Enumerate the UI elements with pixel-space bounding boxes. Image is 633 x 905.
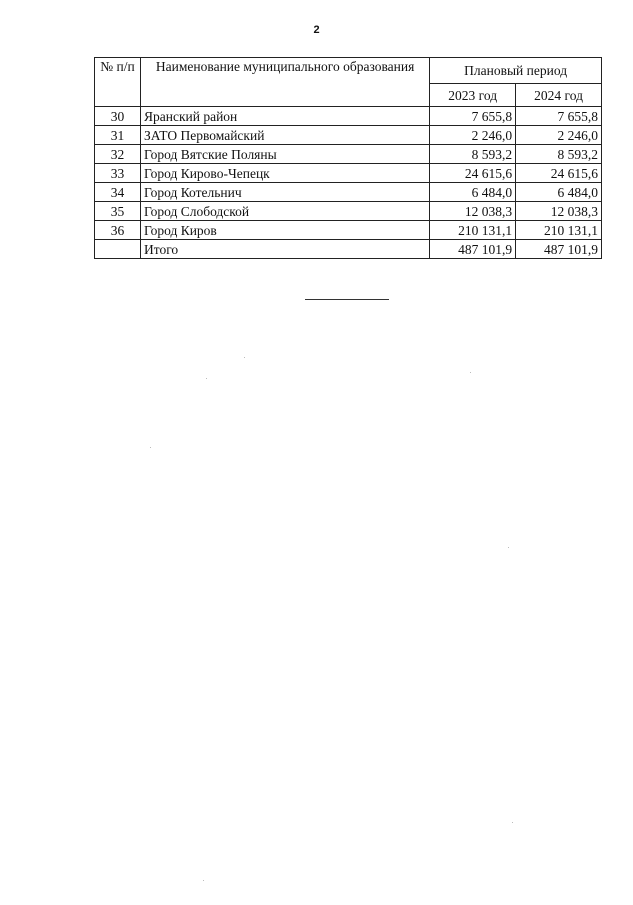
- page-number: 2: [313, 24, 320, 36]
- row-name: Город Кирово-Чепецк: [140, 164, 429, 183]
- row-value-2023: 2 246,0: [430, 126, 516, 145]
- row-name: ЗАТО Первомайский: [140, 126, 429, 145]
- row-num: 30: [95, 107, 141, 126]
- row-value-2024: 12 038,3: [516, 202, 602, 221]
- header-name: Наименование муниципального образования: [140, 58, 429, 107]
- row-value-2024: 6 484,0: [516, 183, 602, 202]
- row-value-2023: 210 131,1: [430, 221, 516, 240]
- row-value-2023: 8 593,2: [430, 145, 516, 164]
- budget-table: [94, 57, 602, 259]
- row-num: 36: [95, 221, 141, 240]
- end-separator-line: [305, 299, 389, 300]
- scan-speck: [203, 880, 204, 881]
- scan-speck: [470, 372, 471, 373]
- table-row: [95, 126, 602, 145]
- row-name: Город Вятские Поляны: [140, 145, 429, 164]
- header-year-2023: 2023 год: [430, 84, 516, 107]
- scan-speck: [244, 357, 245, 358]
- scan-speck: [512, 822, 513, 823]
- scan-speck: [150, 447, 151, 448]
- row-name: Город Слободской: [140, 202, 429, 221]
- row-name: Яранский район: [140, 107, 429, 126]
- header-year-2024: 2024 год: [516, 84, 602, 107]
- row-num: 32: [95, 145, 141, 164]
- total-value-2024: 487 101,9: [516, 240, 602, 259]
- row-value-2024: 7 655,8: [516, 107, 602, 126]
- table-row: [95, 164, 602, 183]
- row-value-2024: 2 246,0: [516, 126, 602, 145]
- scan-speck: [508, 547, 509, 548]
- row-name: Город Киров: [140, 221, 429, 240]
- table-row: [95, 145, 602, 164]
- row-value-2023: 24 615,6: [430, 164, 516, 183]
- row-value-2024: 24 615,6: [516, 164, 602, 183]
- row-value-2024: 210 131,1: [516, 221, 602, 240]
- scan-speck: [206, 378, 207, 379]
- total-label: Итого: [140, 240, 429, 259]
- total-num: [95, 240, 141, 259]
- table-total-row: [95, 240, 602, 259]
- row-value-2024: 8 593,2: [516, 145, 602, 164]
- header-plan-period: Плановый период: [430, 58, 602, 84]
- row-num: 33: [95, 164, 141, 183]
- total-value-2023: 487 101,9: [430, 240, 516, 259]
- row-value-2023: 12 038,3: [430, 202, 516, 221]
- row-value-2023: 7 655,8: [430, 107, 516, 126]
- table-row: [95, 183, 602, 202]
- header-num: № п/п: [95, 58, 141, 107]
- row-value-2023: 6 484,0: [430, 183, 516, 202]
- row-num: 34: [95, 183, 141, 202]
- row-num: 31: [95, 126, 141, 145]
- table-row: [95, 202, 602, 221]
- row-num: 35: [95, 202, 141, 221]
- table-row: [95, 107, 602, 126]
- row-name: Город Котельнич: [140, 183, 429, 202]
- table-row: [95, 221, 602, 240]
- table-header-row: [95, 58, 602, 84]
